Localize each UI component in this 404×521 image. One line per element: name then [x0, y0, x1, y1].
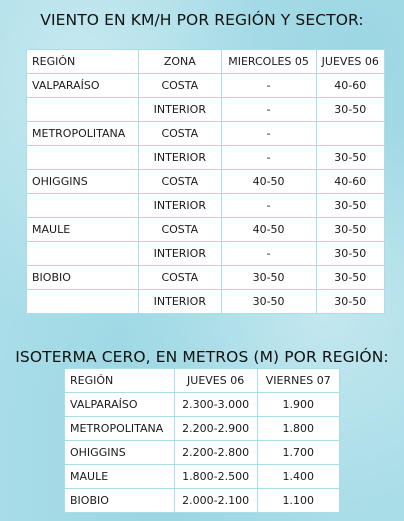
wind-cell-miercoles: - — [221, 194, 316, 218]
isotherm-cell-jueves: 1.800-2.500 — [174, 465, 257, 489]
isotherm-section-title: ISOTERMA CERO, EN METROS (M) POR REGIÓN: — [15, 348, 389, 366]
wind-cell-zone: COSTA — [139, 122, 222, 146]
table-row — [27, 194, 385, 218]
wind-cell-zone: COSTA — [139, 170, 222, 194]
isotherm-cell-viernes: 1.400 — [257, 465, 339, 489]
wind-cell-miercoles: - — [221, 74, 316, 98]
wind-cell-jueves: 30-50 — [316, 146, 384, 170]
wind-cell-zone: COSTA — [139, 218, 222, 242]
isotherm-cell-region: VALPARAÍSO — [65, 393, 175, 417]
wind-cell-region — [27, 290, 139, 314]
isotherm-cell-viernes: 1.700 — [257, 441, 339, 465]
wind-cell-miercoles: - — [221, 98, 316, 122]
wind-header-row — [27, 50, 385, 74]
wind-cell-jueves — [316, 122, 384, 146]
isotherm-cell-viernes: 1.100 — [257, 489, 339, 513]
table-row — [27, 98, 385, 122]
table-row — [27, 242, 385, 266]
wind-cell-miercoles: 40-50 — [221, 218, 316, 242]
wind-cell-zone: COSTA — [139, 266, 222, 290]
wind-table-body — [27, 74, 385, 314]
wind-header-region: REGIÓN — [27, 50, 139, 74]
isotherm-header-region: REGIÓN — [65, 369, 175, 393]
wind-cell-region — [27, 194, 139, 218]
wind-cell-region: OHIGGINS — [27, 170, 139, 194]
wind-cell-miercoles: - — [221, 146, 316, 170]
wind-cell-jueves: 30-50 — [316, 98, 384, 122]
wind-cell-zone: INTERIOR — [139, 242, 222, 266]
table-row — [65, 465, 340, 489]
wind-cell-zone: INTERIOR — [139, 194, 222, 218]
wind-cell-jueves: 30-50 — [316, 290, 384, 314]
wind-cell-jueves: 30-50 — [316, 266, 384, 290]
wind-cell-zone: INTERIOR — [139, 290, 222, 314]
wind-cell-region: METROPOLITANA — [27, 122, 139, 146]
wind-cell-jueves: 30-50 — [316, 194, 384, 218]
table-row — [65, 393, 340, 417]
isotherm-cell-region: METROPOLITANA — [65, 417, 175, 441]
wind-cell-miercoles: - — [221, 242, 316, 266]
wind-cell-jueves: 40-60 — [316, 74, 384, 98]
wind-cell-zone: INTERIOR — [139, 146, 222, 170]
isotherm-cell-jueves: 2.200-2.800 — [174, 441, 257, 465]
wind-cell-jueves: 40-60 — [316, 170, 384, 194]
table-row — [65, 489, 340, 513]
wind-cell-region — [27, 242, 139, 266]
table-row — [27, 146, 385, 170]
wind-cell-zone: INTERIOR — [139, 98, 222, 122]
isotherm-cell-region: OHIGGINS — [65, 441, 175, 465]
table-row — [27, 122, 385, 146]
isotherm-cell-viernes: 1.900 — [257, 393, 339, 417]
table-row — [27, 74, 385, 98]
wind-cell-zone: COSTA — [139, 74, 222, 98]
isotherm-cell-region: MAULE — [65, 465, 175, 489]
wind-cell-region: MAULE — [27, 218, 139, 242]
isotherm-cell-jueves: 2.300-3.000 — [174, 393, 257, 417]
isotherm-header-viernes: VIERNES 07 — [257, 369, 339, 393]
isotherm-cell-jueves: 2.000-2.100 — [174, 489, 257, 513]
isotherm-header-row — [65, 369, 340, 393]
wind-table — [26, 49, 385, 314]
wind-cell-region: BIOBIO — [27, 266, 139, 290]
isotherm-table — [64, 368, 340, 513]
wind-section-title: VIENTO EN KM/H POR REGIÓN Y SECTOR: — [40, 11, 364, 29]
wind-cell-miercoles: 30-50 — [221, 290, 316, 314]
table-row — [27, 218, 385, 242]
isotherm-header-jueves: JUEVES 06 — [174, 369, 257, 393]
wind-cell-region — [27, 146, 139, 170]
table-row — [27, 266, 385, 290]
wind-cell-region — [27, 98, 139, 122]
wind-cell-miercoles: 40-50 — [221, 170, 316, 194]
table-row — [27, 290, 385, 314]
wind-header-zone: ZONA — [139, 50, 222, 74]
table-row — [65, 441, 340, 465]
wind-cell-miercoles: 30-50 — [221, 266, 316, 290]
isotherm-cell-viernes: 1.800 — [257, 417, 339, 441]
table-row — [65, 417, 340, 441]
isotherm-cell-jueves: 2.200-2.900 — [174, 417, 257, 441]
isotherm-table-body — [65, 393, 340, 513]
wind-header-jueves: JUEVES 06 — [316, 50, 384, 74]
table-row — [27, 170, 385, 194]
wind-cell-jueves: 30-50 — [316, 242, 384, 266]
isotherm-cell-region: BIOBIO — [65, 489, 175, 513]
wind-cell-region: VALPARAÍSO — [27, 74, 139, 98]
wind-header-miercoles: MIERCOLES 05 — [221, 50, 316, 74]
wind-cell-miercoles: - — [221, 122, 316, 146]
wind-cell-jueves: 30-50 — [316, 218, 384, 242]
